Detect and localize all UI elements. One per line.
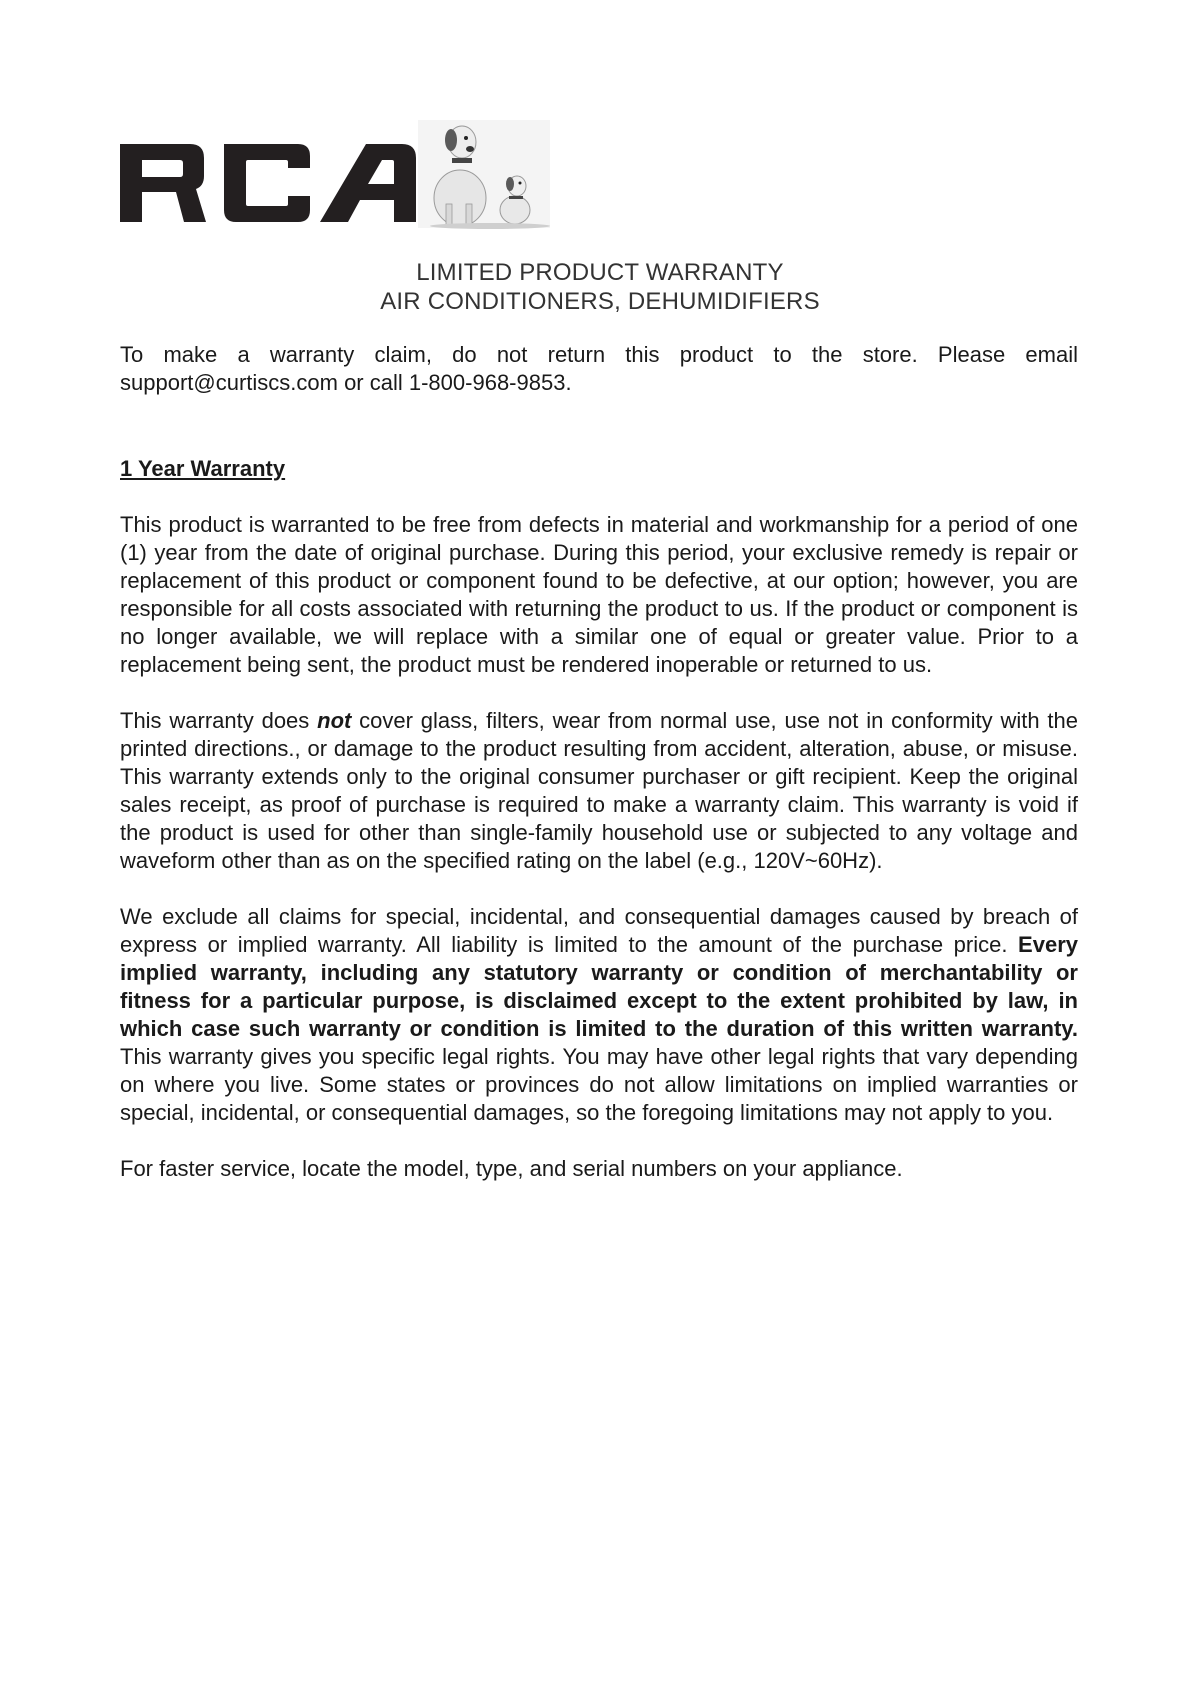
- support-phone-number[interactable]: 1-800-968-9853: [408, 370, 566, 395]
- exclusions-text-start: This warranty does: [120, 708, 318, 733]
- damages-text-start: We exclude all claims for special, incidental, and consequential damages caused by breach of express or implied warranty. All liability is limited to the amount of the purchase price.: [120, 904, 1078, 957]
- damages-disclaimer-paragraph: [120, 903, 1078, 1127]
- rca-logo: [120, 120, 550, 228]
- warranty-exclusions-paragraph: [120, 707, 1078, 875]
- rca-wordmark-logo: [120, 120, 550, 228]
- intro-paragraph: [120, 341, 1078, 397]
- warranty-body: [120, 341, 1078, 1211]
- exclusions-emphasis-not: not: [317, 708, 352, 733]
- damages-text-end: This warranty gives you specific legal rights. You may have other legal rights that vary depending on where you live. Some states or provinces do not allow limitations on implied warranties or special, incidental, or consequential damages, so the foregoing limitations may not apply to you.: [120, 1044, 1078, 1125]
- warranty-coverage-paragraph: This product is warranted to be free from defects in material and workmanship for a period of one (1) year from the date of original purchase. During this period, your exclusive remedy is repair or replacement of this product or component found to be defective, at our option; however, you are responsible for all costs associated with returning the product to us. If the product or component is no longer available, we will replace with a similar one of equal or greater value. Prior to a replacement being sent, the product must be rendered inoperable or returned to us.: [120, 512, 1078, 677]
- implied-warranty-disclaimer: Every implied warranty, including any statutory warranty or condition of merchantability or fitness for a particular purpose, is disclaimed except to the extent prohibited by law, in which case such warranty or condition is limited to the duration of this written warranty.: [120, 932, 1078, 1041]
- intro-text-mid: or call: [337, 370, 409, 395]
- section-heading-1-year-warranty: 1 Year Warranty: [120, 456, 286, 481]
- warranty-title: [120, 258, 1080, 316]
- intro-text-end: .: [565, 370, 572, 395]
- intro-text: To make a warranty claim, do not return this product to the store. Please email: [120, 342, 1078, 367]
- support-email-link[interactable]: support@curtiscs.com: [120, 370, 338, 395]
- title-line-2: AIR CONDITIONERS, DEHUMIDIFIERS: [380, 288, 820, 315]
- exclusions-text-end: cover glass, filters, wear from normal use, use not in conformity with the printed directions., or damage to the product resulting from accident, alteration, abuse, or misuse. This warranty extends only to the original consumer purchaser or gift recipient. Keep the original sales receipt, as proof of purchase is required to make a warranty claim. This warranty is void if the product is used for other than single-family household use or subjected to any voltage and waveform other than as on the specified rating on the label (e.g., 120V~60Hz).: [120, 708, 1078, 873]
- title-line-1: LIMITED PRODUCT WARRANTY: [416, 259, 784, 286]
- dog-mascot-icon: [418, 120, 550, 229]
- faster-service-paragraph: For faster service, locate the model, type, and serial numbers on your appliance.: [120, 1156, 903, 1181]
